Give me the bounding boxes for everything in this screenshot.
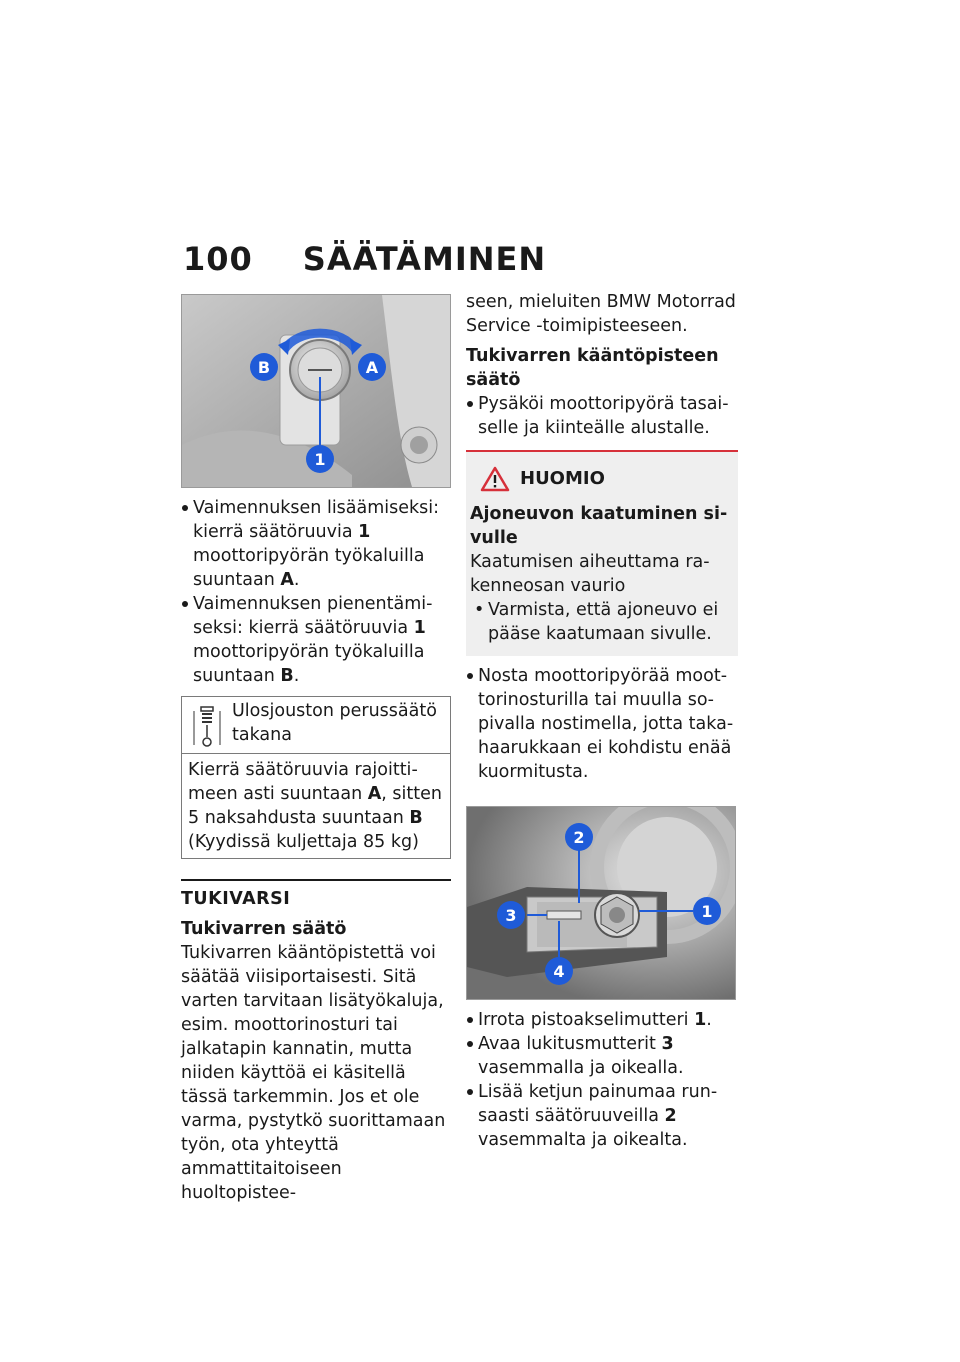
callout-1 <box>306 445 334 473</box>
svg-text:1: 1 <box>314 450 326 469</box>
swingarm-pivot-figure <box>466 806 736 1000</box>
step-list <box>466 664 738 784</box>
swingarm-pivot-illustration <box>467 807 735 999</box>
spec-box-header <box>182 697 450 754</box>
spec-box <box>181 696 451 859</box>
left-column <box>181 294 451 1205</box>
rebound-adjuster-illustration <box>182 295 450 487</box>
callout-2 <box>565 823 593 851</box>
notice-header <box>470 466 732 492</box>
notice-description: Kaatumisen aiheuttama rakenneosan vaurio <box>470 552 710 596</box>
notice-heading: Ajoneuvon kaatuminen sivulle <box>470 504 728 548</box>
body-paragraph: Tukivarren kääntöpistettä voi säätää viisiportaisesti. Sitä varten tarvitaan lisätyökaluja, esim. moottorinosturi tai jalkatapin kannatin, mutta niiden käyttöä ei käsitellä tässä tarkemmin. Jos et ole varma, pystytkö suorittamaan työn, ota yhteyttä ammattitaitoiseen huoltopistee- <box>181 943 446 1203</box>
list-item: • Varmista, että ajoneuvo ei pääse kaatumaan sivulle. <box>470 598 732 646</box>
callout-3 <box>497 901 525 929</box>
right-column <box>466 290 738 1152</box>
callout-4 <box>545 957 573 985</box>
section-divider <box>181 879 451 881</box>
notice-title: HUOMIO <box>520 468 605 489</box>
page-header <box>183 240 743 284</box>
spec-box-body: Kierrä säätöruuvia rajoittimeen asti suuntaan A, sitten 5 naksahdusta suuntaan B (Kyydissä kuljettaja 85 kg) <box>188 760 442 852</box>
continued-paragraph: seen, mieluiten BMW Motorrad Service -toimipisteeseen. <box>466 292 736 336</box>
list-item: Lisää ketjun painumaa runsaasti säätöruuveilla 2 vasemmalta ja oikealta. <box>466 1080 738 1152</box>
subsection-title: Tukivarren säätö <box>181 919 347 939</box>
svg-text:B: B <box>257 358 271 377</box>
step-list <box>466 392 738 440</box>
chapter-title: SÄÄTÄMINEN <box>302 240 547 278</box>
notice-list <box>470 598 732 646</box>
callout-1 <box>693 897 721 925</box>
list-item: Pysäköi moottoripyörä tasaiselle ja kiinteälle alustalle. <box>466 392 738 440</box>
list-item: Vaimennuksen lisäämiseksi: kierrä säätöruuvia 1 moottoripyörän työkaluilla suuntaan A. <box>181 496 451 592</box>
svg-text:2: 2 <box>573 828 585 847</box>
list-item: Avaa lukitusmutterit 3 vasemmalla ja oikealla. <box>466 1032 738 1080</box>
svg-text:4: 4 <box>553 962 565 981</box>
callout-a <box>358 353 386 381</box>
svg-text:3: 3 <box>505 906 517 925</box>
svg-text:1: 1 <box>701 902 713 921</box>
spec-box-title: Ulosjouston perussäätö takana <box>232 701 437 745</box>
section-title: TUKIVARSI <box>181 889 291 909</box>
final-steps-list <box>466 1008 738 1152</box>
shock-absorber-icon <box>192 705 222 749</box>
list-item: Irrota pistoakselimutteri 1. <box>466 1008 738 1032</box>
page-number: 100 <box>183 240 253 278</box>
rebound-bullets <box>181 496 451 688</box>
list-item: Nosta moottoripyörää moottorinosturilla tai muulla sopivalla nostimella, jotta takahaarukkaan ei kohdistu enää kuormitusta. <box>466 664 738 784</box>
svg-text:A: A <box>365 358 379 377</box>
callout-b <box>250 353 278 381</box>
list-item: Vaimennuksen pienentämiseksi: kierrä säätöruuvia 1 moottoripyörän työkaluilla suuntaan B. <box>181 592 451 688</box>
rebound-adjuster-figure <box>181 294 451 488</box>
warning-triangle-icon <box>480 466 510 492</box>
subsection-title: Tukivarren kääntöpisteen säätö <box>466 346 719 390</box>
caution-notice <box>466 450 738 656</box>
